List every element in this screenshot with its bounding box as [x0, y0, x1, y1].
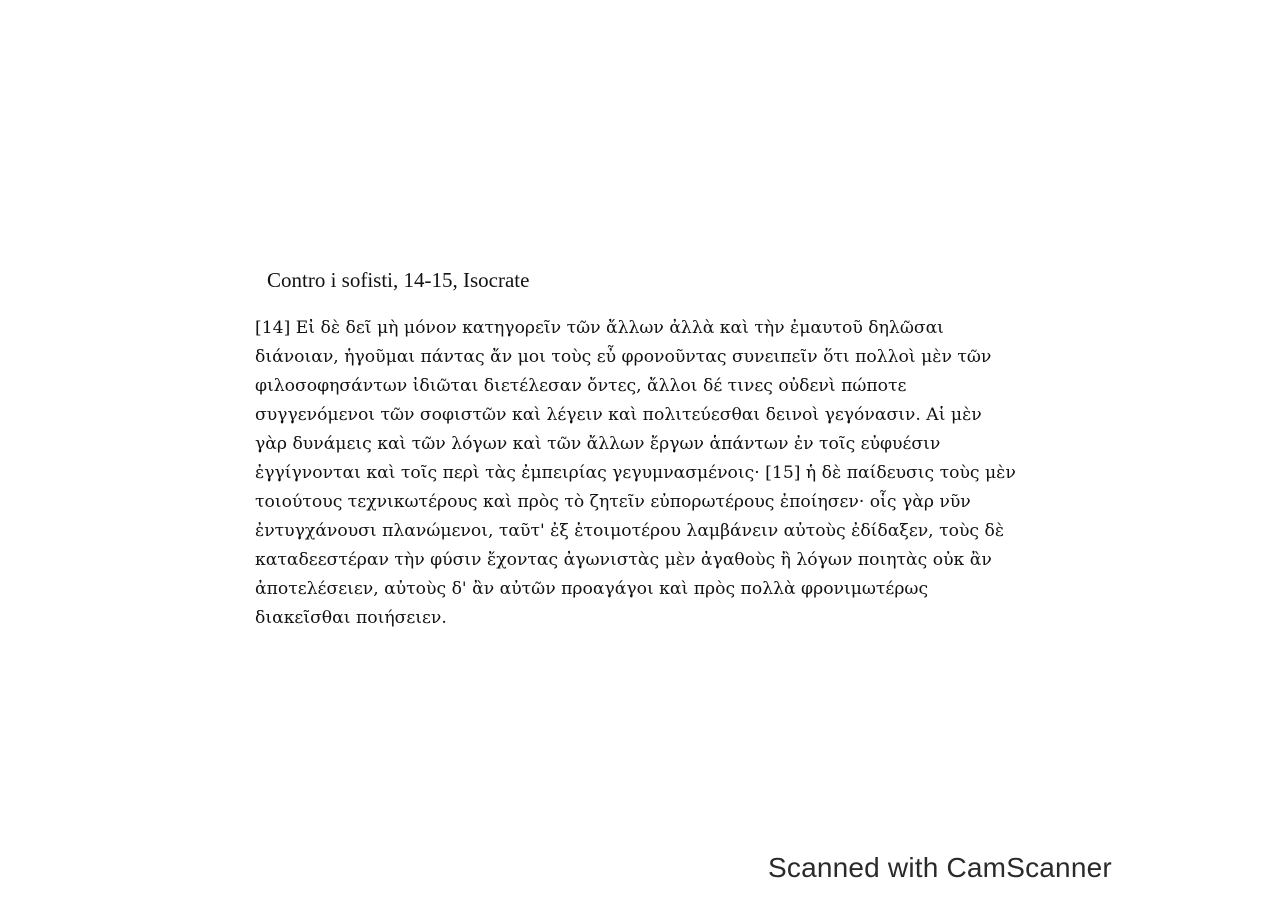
document-title: Contro i sofisti, 14-15, Isocrate [267, 268, 530, 292]
text-line: ἐντυγχάνουσι πλανώμενοι, ταῦτ' ἐξ ἑτοιμοτέρου λαμβάνειν αὐτοὺς ἐδίδαξεν, τοὺς δὲ [255, 521, 1005, 541]
camscanner-watermark: Scanned with CamScanner [768, 852, 1112, 883]
text-line: γὰρ δυνάμεις καὶ τῶν λόγων καὶ τῶν ἄλλων ἔργων ἁπάντων ἐν τοῖς εὐφυέσιν [255, 434, 941, 454]
text-line: διακεῖσθαι ποιήσειεν. [255, 608, 447, 628]
text-line: καταδεεστέραν τὴν φύσιν ἔχοντας ἀγωνιστὰς μὲν ἀγαθοὺς ἢ λόγων ποιητὰς οὐκ ἂν [255, 550, 992, 570]
text-line: [14] Εἰ δὲ δεῖ μὴ μόνον κατηγορεῖν τῶν ἄλλων ἀλλὰ καὶ τὴν ἐμαυτοῦ δηλῶσαι [255, 318, 944, 338]
text-line: φιλοσοφησάντων ἰδιῶται διετέλεσαν ὄντες, ἄλλοι δέ τινες οὐδενὶ πώποτε [255, 376, 907, 396]
text-line: ἀποτελέσειεν, αὐτοὺς δ' ἂν αὐτῶν προαγάγοι καὶ πρὸς πολλὰ φρονιμωτέρως [255, 579, 929, 599]
text-line: διάνοιαν, ἡγοῦμαι πάντας ἄν μοι τοὺς εὖ φρονοῦντας συνειπεῖν ὅτι πολλοὶ μὲν τῶν [255, 347, 992, 367]
text-line: συγγενόμενοι τῶν σοφιστῶν καὶ λέγειν καὶ πολιτεύεσθαι δεινοὶ γεγόνασιν. Αἱ μὲν [255, 405, 982, 425]
text-line: τοιούτους τεχνικωτέρους καὶ πρὸς τὸ ζητεῖν εὐπορωτέρους ἐποίησεν· οἷς γὰρ νῦν [255, 492, 971, 512]
greek-passage [255, 314, 1075, 633]
text-line: ἐγγίγνονται καὶ τοῖς περὶ τὰς ἐμπειρίας γεγυμνασμένοις· [15] ἡ δὲ παίδευσις τοὺς μὲν [255, 463, 1016, 483]
